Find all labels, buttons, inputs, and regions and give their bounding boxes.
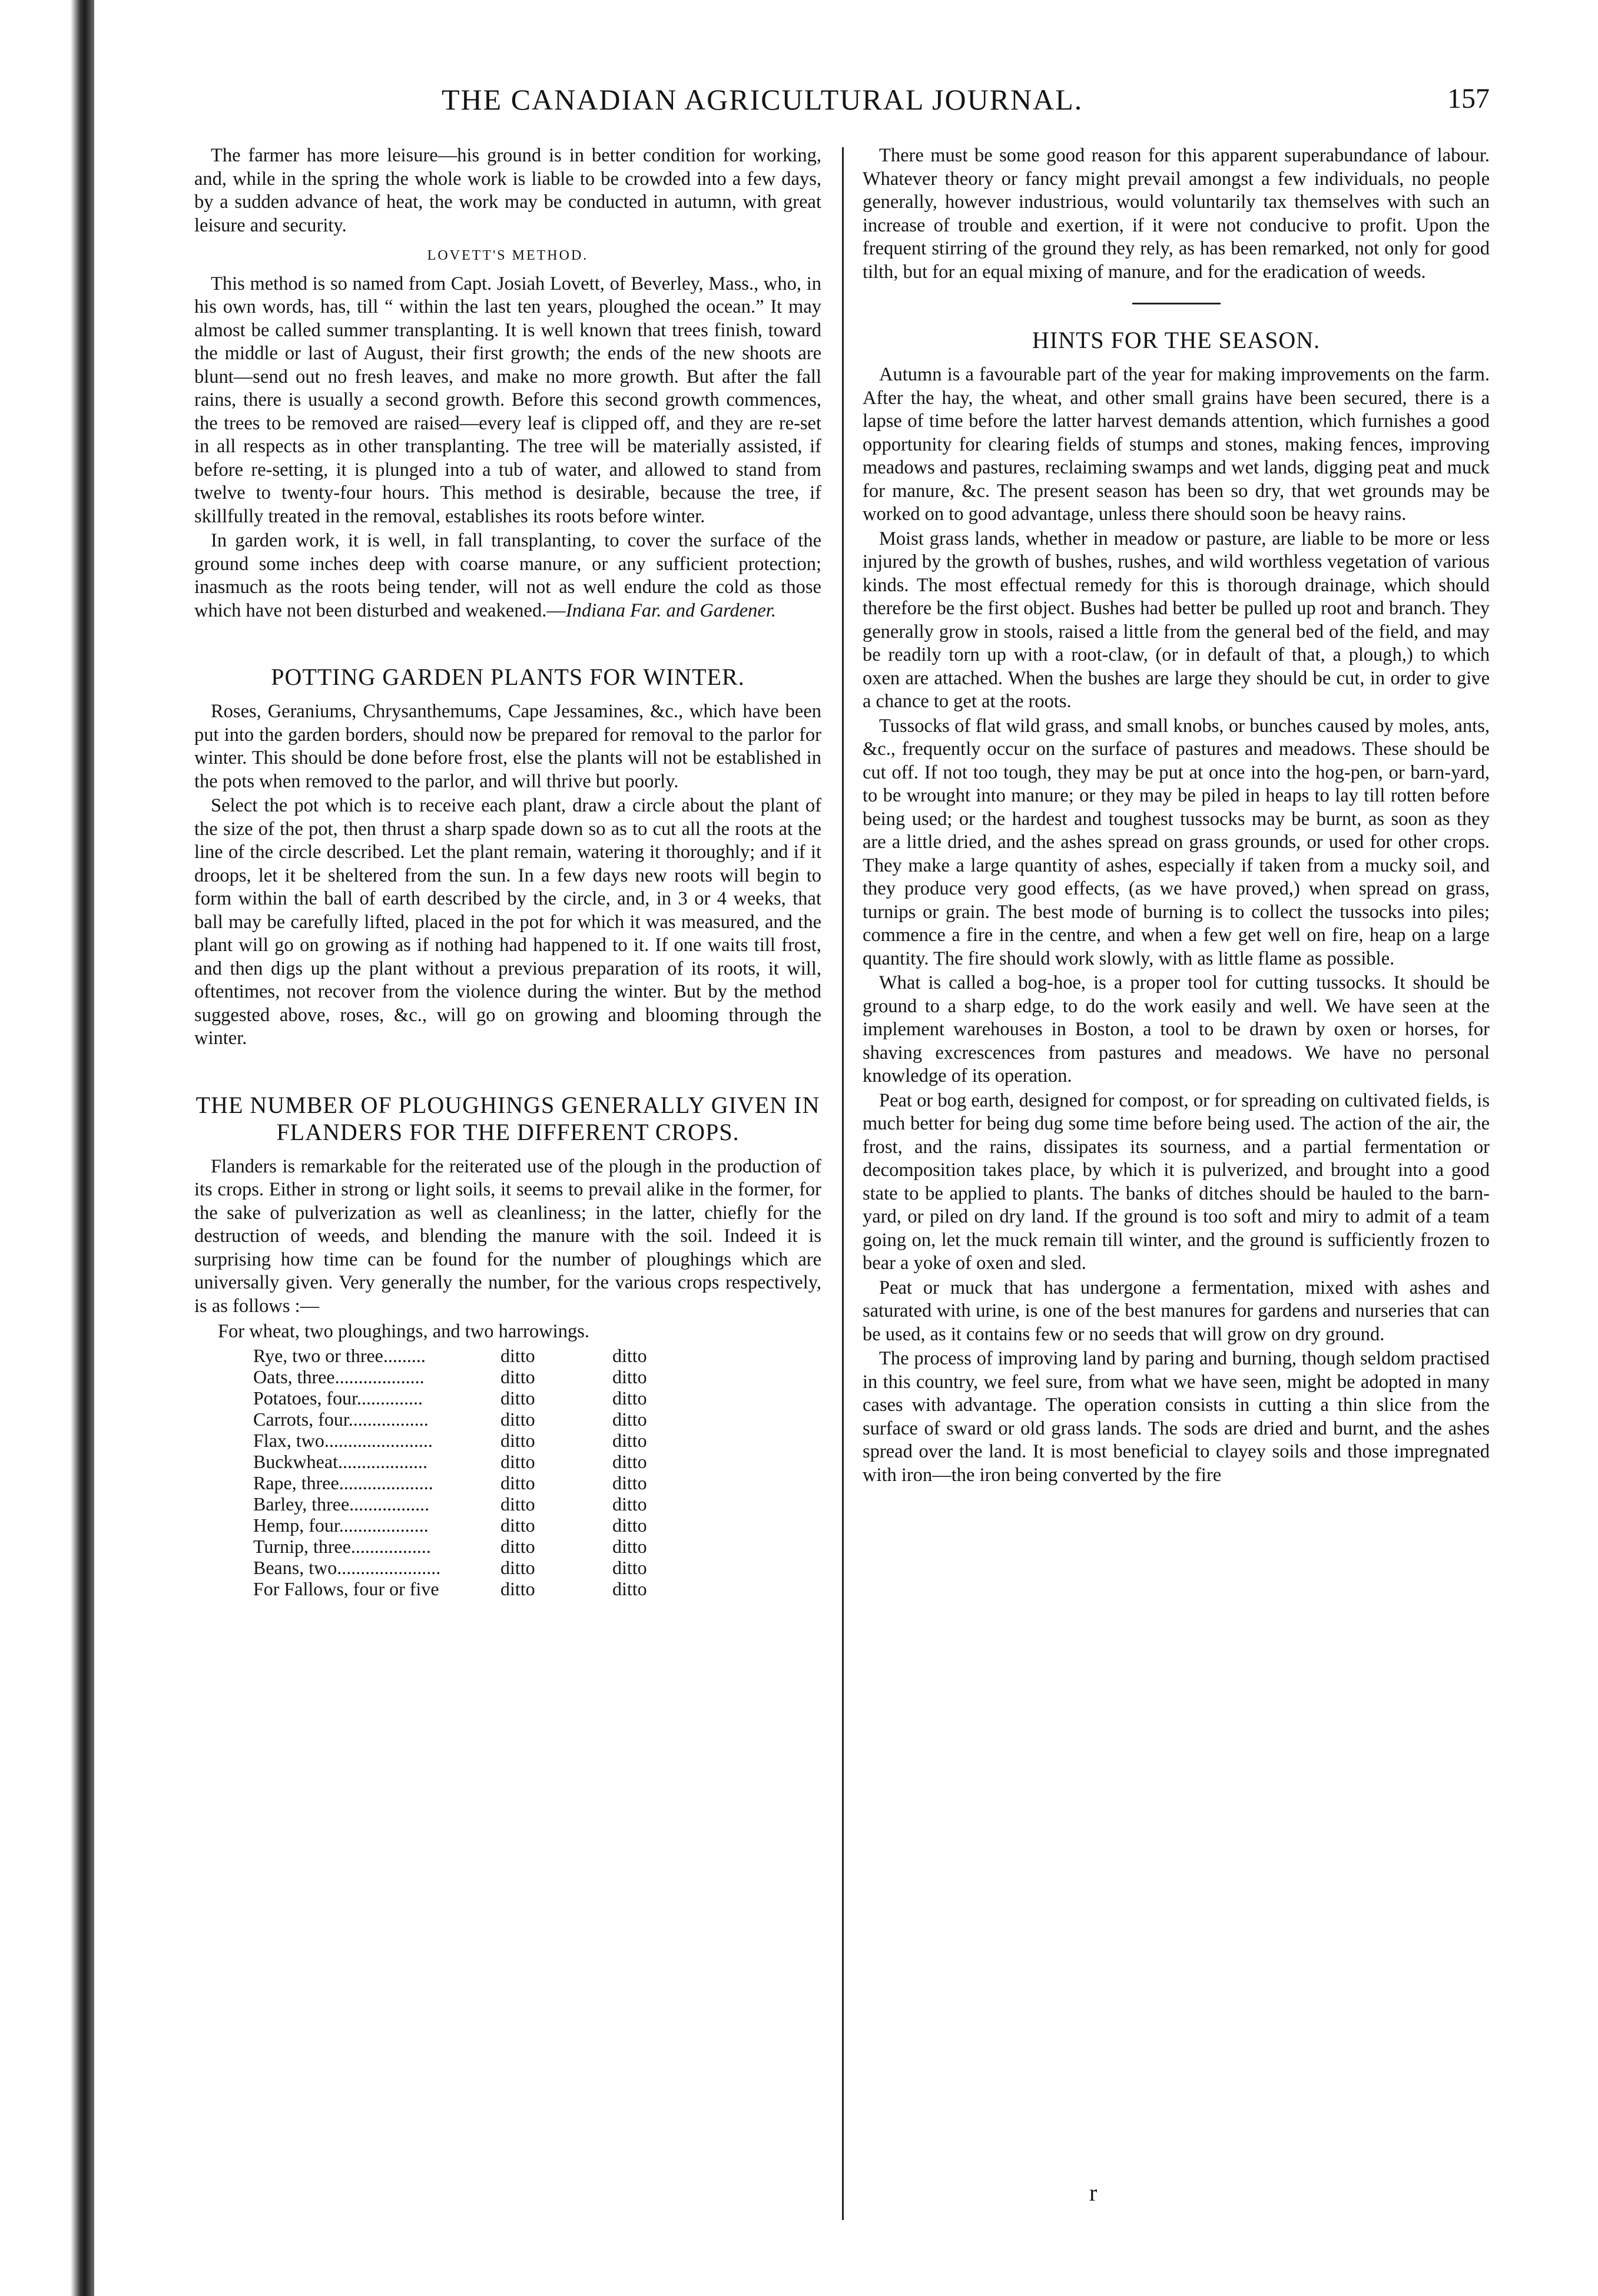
crop-row <box>253 1451 701 1472</box>
crop-name: Buckwheat................... <box>253 1450 427 1472</box>
lovett-heading: LOVETT'S METHOD. <box>427 248 589 263</box>
flanders-heading: THE NUMBER OF PLOUGHINGS GENERALLY GIVEN IN FLANDERS FOR THE DIFFERENT CROPS. <box>195 1091 820 1145</box>
crop-ditto-1: ditto <box>500 1556 535 1578</box>
crop-ditto-1: ditto <box>500 1408 535 1430</box>
hints-paragraph-5: Peat or bog earth, designed for compost, or for spreading on cultivated fields, is much better for being dug some time before being used. The action of the air, the frost, and the rains, dissipates its sourness, and a partial fermentation or decomposition takes place, by which it is pulverized, and brought into a good state to be applied to plants. The banks of ditches should be hauled to the barn-yard, or piled on dry land. If the ground is too soft and miry to admit of a team going on, let the muck remain till winter, and the ground is sufficiently frozen to bear a yoke of oxen and sled. <box>863 1089 1490 1274</box>
crop-row <box>253 1430 701 1451</box>
crop-row <box>253 1366 701 1387</box>
superabundance-paragraph: There must be some good reason for this apparent superabundance of labour. Whatever theory or fancy might prevail amongst a few individuals, no people generally, however industrious, would voluntarily tax themselves with such an increase of trouble and exertion, if it were not conducive to profit. Upon the frequent stirring of the ground they rely, as has been remarked, not only for good tilth, but for an equal mixing of manure, and for the eradication of weeds. <box>863 145 1490 283</box>
crop-name: Potatoes, four.............. <box>253 1387 423 1409</box>
crop-row <box>253 1515 701 1536</box>
crop-ditto-2: ditto <box>612 1514 647 1536</box>
crop-ditto-1: ditto <box>500 1535 535 1557</box>
crop-ditto-2: ditto <box>612 1366 647 1387</box>
lovett-p2-text: In garden work, it is well, in fall transplanting, to cover the surface of the ground some inches deep with coarse manure, or any sufficient protection; inasmuch as the roots being tender, will not as well endure the cold as those which have not been disturbed and weakened.— <box>194 530 821 621</box>
hints-paragraph-1: Autumn is a favourable part of the year for making improvements on the farm. After the hay, the wheat, and other small grains have been secured, there is a lapse of time before the latter harvest demands attention, which furnishes a good opportunity for clearing fields of stumps and stones, making fences, improving meadows and pastures, reclaiming swamps and wet lands, digging peat and muck for manure, &c. The present season has been so dry, that wet grounds may be worked on to good advantage, unless there should soon be heavy rains. <box>863 364 1490 525</box>
crop-name: Carrots, four................. <box>253 1408 429 1430</box>
section-divider <box>1132 303 1221 304</box>
lovett-source: Indiana Far. and Gardener. <box>565 599 777 621</box>
crop-name: Beans, two...................... <box>253 1556 441 1578</box>
journal-title: THE CANADIAN AGRICULTURAL JOURNAL. <box>442 83 1083 116</box>
crop-ditto-1: ditto <box>500 1344 535 1366</box>
crop-ditto-2: ditto <box>612 1344 647 1366</box>
potting-paragraph-2: Select the pot which is to receive each plant, draw a circle about the plant of the size of the pot, then thrust a sharp spade down so as to cut all the roots at the line of the circle described. Let the plant remain, watering it thoroughly; and if it droops, let it be sheltered from the sun. In a few days new roots will begin to form within the ball of earth described by the circle, and, in 3 or 4 weeks, that ball may be carefully lifted, placed in the pot for which it was measured, and the plant will go on growing as if nothing had happened to it. If one waits till frost, and then digs up the plant without a previous preparation of its roots, it will, oftentimes, not recover from the violence during the winter. But by the method suggested above, roses, &c., will go on growing and blooming through the winter. <box>194 795 821 1049</box>
lovett-paragraph-2 <box>194 529 821 622</box>
crop-name: Rye, two or three......... <box>253 1344 426 1366</box>
crop-name: Hemp, four................... <box>253 1514 429 1536</box>
ploughings-table <box>253 1345 701 1599</box>
crop-ditto-2: ditto <box>612 1493 647 1515</box>
crop-ditto-2: ditto <box>612 1535 647 1557</box>
crop-ditto-2: ditto <box>612 1556 647 1578</box>
crop-ditto-1: ditto <box>500 1387 535 1409</box>
crop-name: Rape, three.................... <box>253 1472 433 1493</box>
hints-paragraph-7: The process of improving land by paring and burning, though seldom practised in this country, we feel sure, from what we have seen, might be adopted in many cases with advantage. The operation consists in cutting a thin slice from the surface of sward or old grass lands. The sods are dried and burnt, and the ashes spread over the land. It is most beneficial to clayey soils and those impregnated with iron—the iron being converted by the fire <box>863 1348 1490 1486</box>
crop-ditto-1: ditto <box>500 1493 535 1515</box>
flanders-paragraph: Flanders is remarkable for the reiterated use of the plough in the production of its crops. Either in strong or light soils, it seems to prevail alike in the former, for the sake of pulverization as well as cleanliness; in the latter, chiefly for the destruction of weeds, and blending the manure with the soil. Indeed it is surprising how time can be found for the number of ploughings which are universally given. Very generally the number, for the various crops respectively, is as follows :— <box>194 1155 821 1317</box>
crop-ditto-1: ditto <box>500 1472 535 1493</box>
crop-ditto-2: ditto <box>612 1472 647 1493</box>
crop-ditto-1: ditto <box>500 1450 535 1472</box>
crop-ditto-1: ditto <box>500 1366 535 1387</box>
crop-row <box>253 1493 701 1515</box>
page-number: 157 <box>1447 83 1490 114</box>
journal-page <box>194 82 1490 2238</box>
intro-paragraph: The farmer has more leisure—his ground is in better condition for working, and, while in the spring the whole work is liable to be crowded into a few days, by a sudden advance of heat, the work may be conducted in autumn, with great leisure and security. <box>194 145 821 236</box>
crop-ditto-2: ditto <box>612 1450 647 1472</box>
crop-ditto-1: ditto <box>500 1578 535 1599</box>
crop-name: Turnip, three................. <box>253 1535 431 1557</box>
crop-row <box>253 1409 701 1430</box>
potting-heading: POTTING GARDEN PLANTS FOR WINTER. <box>271 664 745 690</box>
crop-ditto-2: ditto <box>612 1408 647 1430</box>
hints-paragraph-4: What is called a bog-hoe, is a proper tool for cutting tussocks. It should be ground to a sharp edge, to do the work easily and well. We have seen at the implement warehouses in Boston, a tool to be drawn by oxen or horses, for shaving excrescences from pastures and meadows. We have no personal knowledge of its operation. <box>863 972 1490 1086</box>
hints-paragraph-2: Moist grass lands, whether in meadow or pasture, are liable to be more or less injured by the growth of bushes, rushes, and wild worthless vegetation of various kinds. The most effectual remedy for this is thorough drainage, which should therefore be the first object. Bushes had better be pulled up root and branch. They generally grow in stools, raised a little from the general bed of the field, and may be readily torn up with a root-claw, (or in default of that, a plough,) to which oxen are attached. When the bushes are large they should be cut, in order to give a chance to get at the roots. <box>863 528 1490 712</box>
crop-ditto-2: ditto <box>612 1387 647 1409</box>
crop-row <box>253 1387 701 1409</box>
left-column <box>194 144 821 1599</box>
crops-intro: For wheat, two ploughings, and two harrowings. <box>218 1321 589 1342</box>
crop-row <box>253 1557 701 1578</box>
crop-ditto-1: ditto <box>500 1429 535 1451</box>
running-head <box>194 82 1490 124</box>
crop-ditto-2: ditto <box>612 1578 647 1599</box>
crop-row <box>253 1472 701 1493</box>
crop-row <box>253 1345 701 1366</box>
crop-row <box>253 1536 701 1557</box>
right-column <box>863 144 1490 1488</box>
lovett-paragraph-1: This method is so named from Capt. Josiah Lovett, of Beverley, Mass., who, in his own words, has, till “ within the last ten years, ploughed the ocean.” It may almost be called summer transplanting. It is well known that trees finish, toward the middle or last of August, their first growth; the ends of the new shoots are blunt—send out no fresh leaves, and make no more growth. But after the fall rains, there is usually a second growth. Before this second growth commences, the trees to be removed are raised—every leaf is clipped off, and they are re-set in all respects as in other transplanting. The tree will be materially assisted, if before re-setting, it is plunged into a tub of water, and allowed to stand from twelve to twenty-four hours. This method is desirable, because the tree, if skillfully treated in the removal, establishes its roots before winter. <box>194 273 821 527</box>
binding-edge <box>71 0 94 2296</box>
crop-name: For Fallows, four or five <box>253 1578 439 1599</box>
crop-ditto-2: ditto <box>612 1429 647 1451</box>
potting-paragraph-1: Roses, Geraniums, Chrysanthemums, Cape Jessamines, &c., which have been put into the garden borders, should now be prepared for removal to the parlor for winter. This should be done before frost, else the plants will not be established in the pots when removed to the parlor, and will thrive but poorly. <box>194 701 821 792</box>
crop-ditto-1: ditto <box>500 1514 535 1536</box>
column-rule <box>842 147 844 2220</box>
footer-mark: r <box>1089 2179 1098 2206</box>
crop-name: Barley, three................. <box>253 1493 430 1515</box>
hints-paragraph-3: Tussocks of flat wild grass, and small knobs, or bunches caused by moles, ants, &c., frequently occur on the surface of pastures and meadows. These should be cut off. If not too tough, they may be put at once into the hog-pen, or barn-yard, to be wrought into manure; or they may be piled in heaps to lay till rotten before being used; or the hardest and toughest tussocks may be burnt, as soon as they are a little dried, and the ashes spread on grass grounds, or used for other crops. They make a large quantity of ashes, especially if taken from a mucky soil, and they produce very good effects, (as we have proved,) when spread on grass, turnips or grain. The best mode of burning is to collect the tussocks into piles; commence a fire in the centre, and when a few get well on fire, heap on a large quantity. The fire should work slowly, with as little flame as possible. <box>863 715 1490 969</box>
crop-row <box>253 1578 701 1599</box>
crop-name: Oats, three................... <box>253 1366 425 1387</box>
hints-heading: HINTS FOR THE SEASON. <box>1032 327 1321 353</box>
hints-paragraph-6: Peat or muck that has undergone a fermentation, mixed with ashes and saturated with urine, is one of the best manures for gardens and nurseries that can be used, as it contains few or no seeds that will grow on dry ground. <box>863 1277 1490 1345</box>
crop-name: Flax, two....................... <box>253 1429 433 1451</box>
